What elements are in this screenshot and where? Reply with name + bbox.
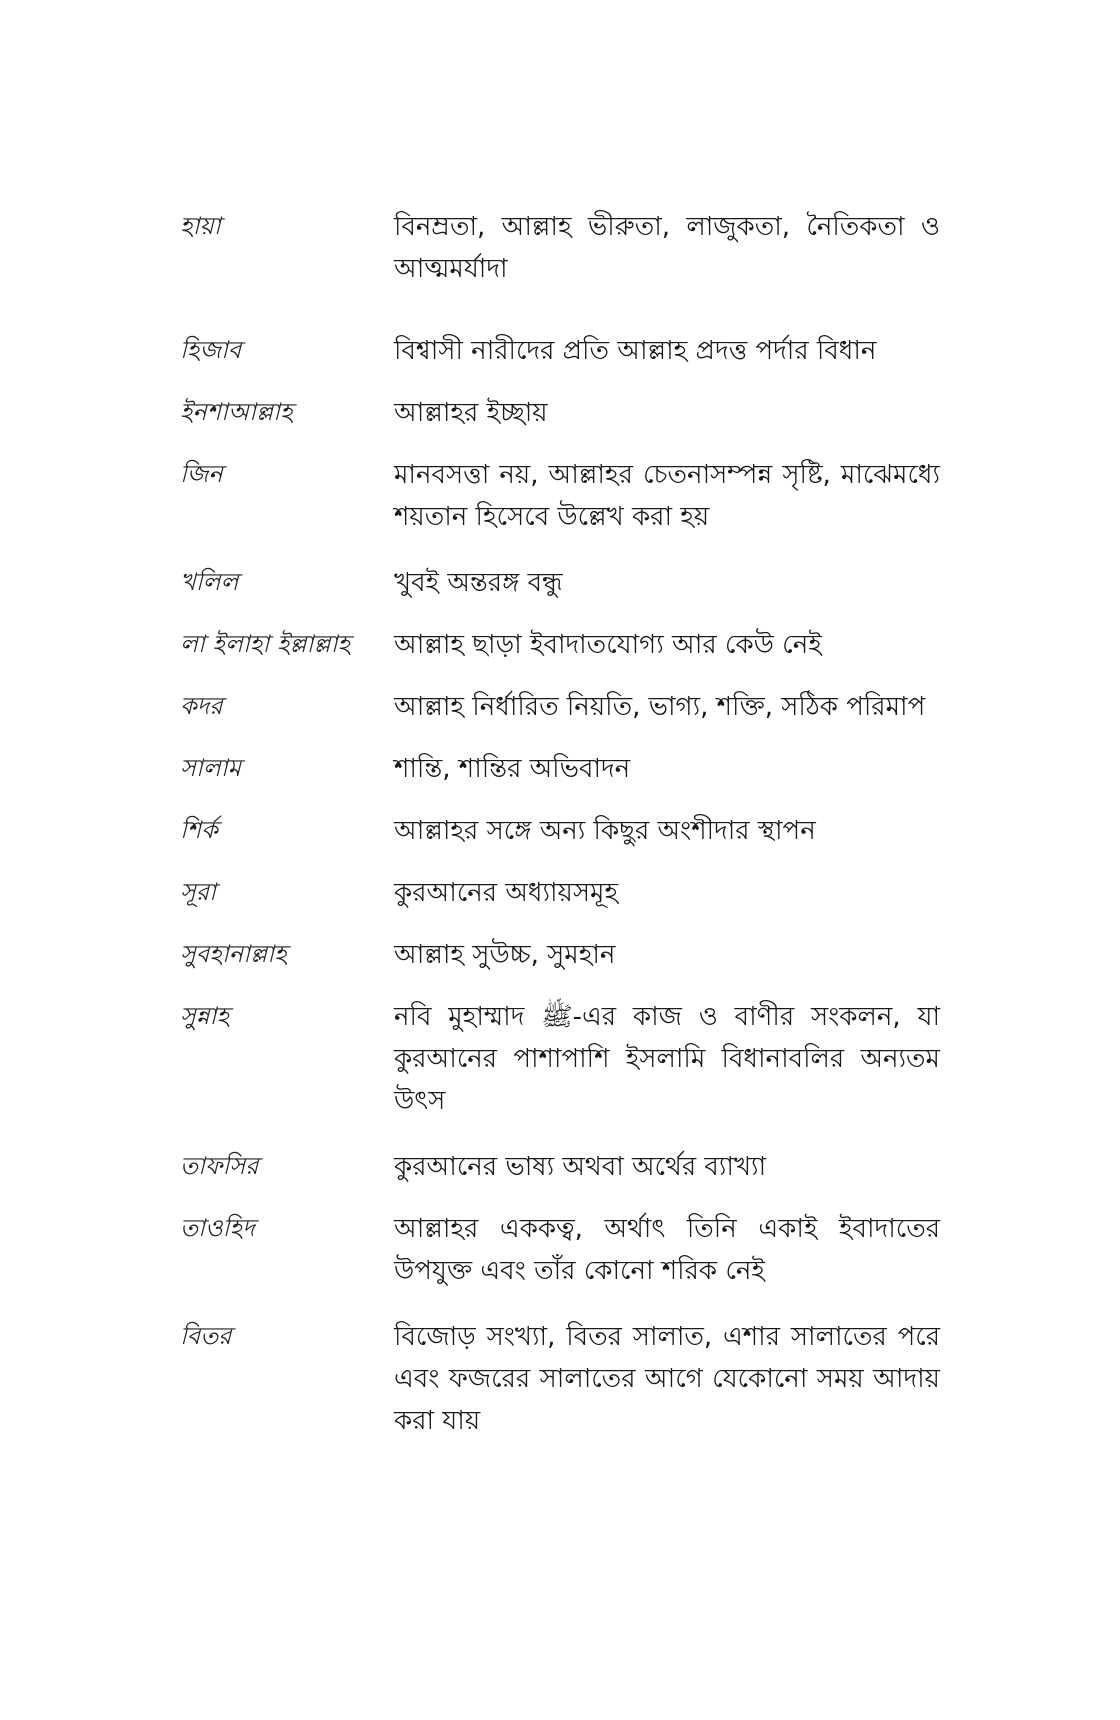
glossary-entry-salam <box>180 748 940 790</box>
glossary-definition: আল্লাহ সুউচ্চ, সুমহান <box>394 940 616 970</box>
glossary-term: তাওহিদ <box>180 1214 255 1242</box>
glossary-definition: বিজোড় সংখ্যা, বিতর সালাত, এশার সালাতের পরে এবং ফজরের সালাতের আগে যেকোনো সময় আদায় করা যায় <box>394 1322 940 1436</box>
glossary-term: লা ইলাহা ইল্লাল্লাহ <box>180 630 351 658</box>
glossary-term: সুন্নাহ <box>180 1002 230 1030</box>
glossary-entry-sunnah <box>180 996 940 1122</box>
glossary-entry-witr <box>180 1316 940 1442</box>
glossary-entry-haya <box>180 206 940 290</box>
glossary-term: হিজাব <box>180 336 242 364</box>
glossary-term: সূরা <box>180 878 217 906</box>
glossary-term: জিন <box>180 460 223 488</box>
glossary-entry-tawhid <box>180 1208 940 1292</box>
glossary-term: সুবহানাল্লাহ <box>180 940 287 968</box>
glossary-entry-jinn <box>180 454 940 538</box>
glossary-term: কদর <box>180 692 223 720</box>
glossary-term: বিতর <box>180 1322 232 1350</box>
glossary-definition: শান্তি, শান্তির অভিবাদন <box>394 754 631 784</box>
glossary-definition: কুরআনের ভাষ্য অথবা অর্থের ব্যাখ্যা <box>394 1152 767 1182</box>
glossary-definition: আল্লাহর ইচ্ছায় <box>394 398 548 428</box>
glossary-definition: খুবই অন্তরঙ্গ বন্ধু <box>394 568 563 598</box>
glossary-definition: আল্লাহ নির্ধারিত নিয়তি, ভাগ্য, শক্তি, সঠিক পরিমাপ <box>394 692 926 722</box>
glossary-definition: আল্লাহর সঙ্গে অন্য কিছুর অংশীদার স্থাপন <box>394 816 816 846</box>
glossary-definition: বিশ্বাসী নারীদের প্রতি আল্লাহ প্রদত্ত পর্দার বিধান <box>394 336 877 366</box>
glossary-definition: কুরআনের অধ্যায়সমূহ <box>394 878 619 908</box>
glossary-term: খলিল <box>180 568 239 596</box>
glossary-definition: আল্লাহর এককত্ব, অর্থাৎ তিনি একাই ইবাদাতের উপযুক্ত এবং তাঁর কোনো শরিক নেই <box>394 1214 940 1286</box>
glossary-entry-la-ilaha-illallah <box>180 624 940 666</box>
glossary-term: শির্ক <box>180 816 218 844</box>
glossary-entry-sura <box>180 872 940 914</box>
glossary-entry-khalil <box>180 562 940 604</box>
glossary-entry-tafsir <box>180 1146 940 1188</box>
glossary-definition: মানবসত্তা নয়, আল্লাহর চেতনাসম্পন্ন সৃষ্টি, মাঝেমধ্যে শয়তান হিসেবে উল্লেখ করা হয় <box>394 460 940 532</box>
glossary-term: সালাম <box>180 754 241 782</box>
glossary-entry-qadr <box>180 686 940 728</box>
glossary-list <box>180 206 940 1442</box>
glossary-definition: আল্লাহ ছাড়া ইবাদাতযোগ্য আর কেউ নেই <box>394 630 822 660</box>
glossary-term: তাফসির <box>180 1152 259 1180</box>
glossary-definition: নবি মুহাম্মাদ ﷺ-এর কাজ ও বাণীর সংকলন, যা কুরআনের পাশাপাশি ইসলামি বিধানাবলির অন্যতম উৎস <box>394 1002 940 1116</box>
glossary-entry-subhanallah <box>180 934 940 976</box>
glossary-entry-inshaallah <box>180 392 940 434</box>
glossary-definition: বিনম্রতা, আল্লাহ ভীরুতা, লাজুকতা, নৈতিকতা ও আত্মমর্যাদা <box>394 212 940 284</box>
glossary-entry-shirk <box>180 810 940 852</box>
glossary-entry-hijab <box>180 330 940 372</box>
glossary-term: ইনশাআল্লাহ <box>180 398 293 426</box>
glossary-term: হায়া <box>180 212 221 240</box>
